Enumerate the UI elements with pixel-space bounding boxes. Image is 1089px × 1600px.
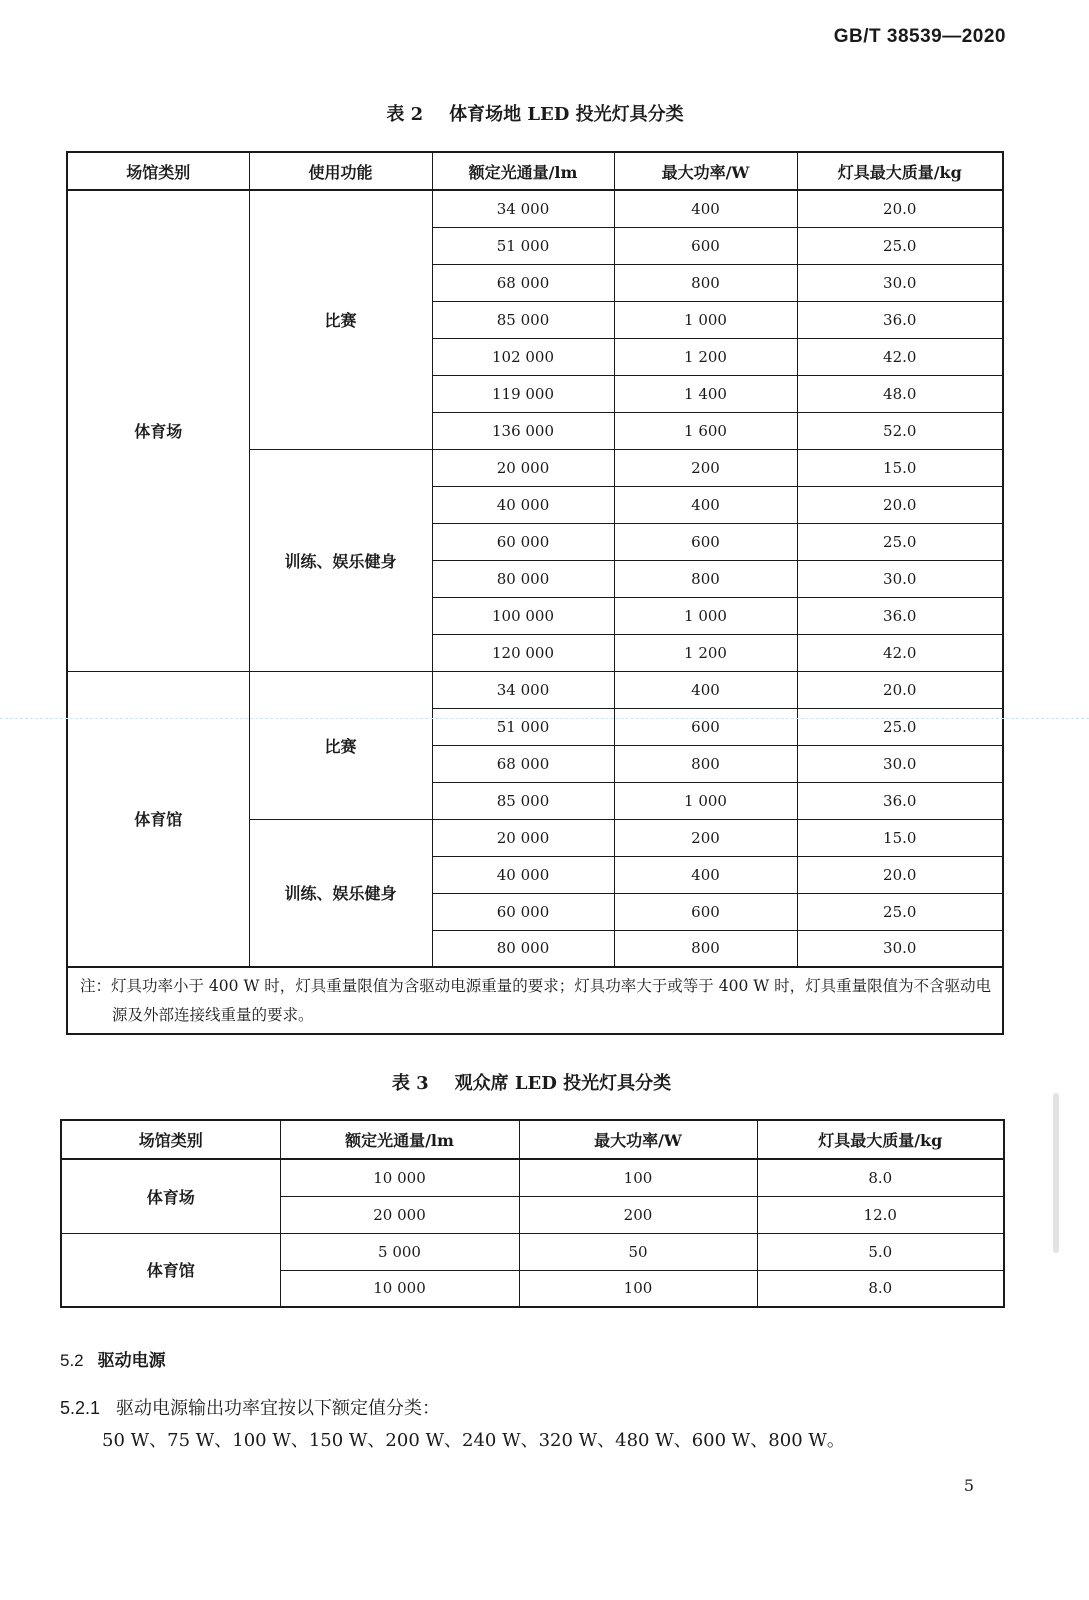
max-mass-cell: 42.0 [797,338,1003,375]
column-header: 灯具最大质量/kg [757,1120,1004,1159]
luminous-flux-cell: 51 000 [432,227,614,264]
power-rating-values: 50 W、75 W、100 W、150 W、200 W、240 W、320 W、480 W、600 W、800 W。 [102,1430,845,1451]
max-mass-cell: 30.0 [797,264,1003,301]
max-power-cell: 400 [614,671,797,708]
venue-category-cell: 体育馆 [67,671,249,967]
luminous-flux-cell: 20 000 [432,449,614,486]
luminous-flux-cell: 5 000 [280,1233,519,1270]
usage-function-cell: 比赛 [249,190,432,449]
max-power-cell: 50 [519,1233,757,1270]
scrollbar-thumb[interactable] [1053,1093,1059,1253]
max-mass-cell: 36.0 [797,782,1003,819]
max-mass-cell: 25.0 [797,523,1003,560]
max-mass-cell: 30.0 [797,745,1003,782]
max-power-cell: 200 [614,449,797,486]
page-number: 5 [963,1476,974,1495]
table-row [61,1233,1004,1270]
max-mass-cell: 30.0 [797,930,1003,967]
max-power-cell: 1 600 [614,412,797,449]
column-header: 额定光通量/lm [432,152,614,190]
max-power-cell: 800 [614,745,797,782]
luminous-flux-cell: 85 000 [432,301,614,338]
table3-spectator-floodlight-classification [60,1119,1005,1308]
clause-number: 5.2.1 [60,1398,101,1418]
max-mass-cell: 25.0 [797,708,1003,745]
table-row [67,671,1003,708]
luminous-flux-cell: 68 000 [432,745,614,782]
max-mass-cell: 42.0 [797,634,1003,671]
luminous-flux-cell: 119 000 [432,375,614,412]
max-power-cell: 1 000 [614,301,797,338]
max-power-cell: 600 [614,523,797,560]
standard-number: GB/T 38539—2020 [833,26,1006,47]
max-power-cell: 1 200 [614,338,797,375]
max-mass-cell: 15.0 [797,819,1003,856]
max-mass-cell: 8.0 [757,1159,1004,1196]
max-power-cell: 1 000 [614,782,797,819]
max-power-cell: 200 [519,1196,757,1233]
max-power-cell: 600 [614,708,797,745]
luminous-flux-cell: 80 000 [432,930,614,967]
venue-category-cell: 体育馆 [61,1233,280,1307]
column-header: 最大功率/W [614,152,797,190]
luminous-flux-cell: 102 000 [432,338,614,375]
max-power-cell: 800 [614,560,797,597]
luminous-flux-cell: 34 000 [432,671,614,708]
max-mass-cell: 25.0 [797,227,1003,264]
column-header: 场馆类别 [67,152,249,190]
table-note: 注：灯具功率小于 400 W 时，灯具重量限值为含驱动电源重量的要求；灯具功率大于或等于 400 W 时，灯具重量限值为不含驱动电源及外部连接线重量的要求。 [67,967,1003,1034]
column-header: 使用功能 [249,152,432,190]
luminous-flux-cell: 100 000 [432,597,614,634]
max-mass-cell: 30.0 [797,560,1003,597]
luminous-flux-cell: 20 000 [432,819,614,856]
column-header: 灯具最大质量/kg [797,152,1003,190]
table-row [61,1159,1004,1196]
section-number: 5.2 [60,1351,84,1370]
max-mass-cell: 20.0 [797,856,1003,893]
table3-caption-number: 表 3 [391,1073,429,1094]
usage-function-cell: 训练、娱乐健身 [249,819,432,967]
table3-caption-title: 观众席 LED 投光灯具分类 [454,1073,672,1094]
column-header: 最大功率/W [519,1120,757,1159]
luminous-flux-cell: 80 000 [432,560,614,597]
max-mass-cell: 25.0 [797,893,1003,930]
max-power-cell: 400 [614,856,797,893]
max-power-cell: 1 400 [614,375,797,412]
max-power-cell: 1 200 [614,634,797,671]
table3-header-row [61,1120,1004,1159]
max-mass-cell: 48.0 [797,375,1003,412]
clause-paragraph [60,1394,1020,1420]
table2-caption-title: 体育场地 LED 投光灯具分类 [449,104,684,125]
max-mass-cell: 20.0 [797,486,1003,523]
table3-caption [60,1069,1003,1095]
max-mass-cell: 15.0 [797,449,1003,486]
column-header: 额定光通量/lm [280,1120,519,1159]
max-power-cell: 600 [614,893,797,930]
table2-caption [66,100,1004,126]
max-power-cell: 600 [614,227,797,264]
max-power-cell: 100 [519,1159,757,1196]
max-mass-cell: 8.0 [757,1270,1004,1307]
luminous-flux-cell: 40 000 [432,856,614,893]
table2-header-row [67,152,1003,190]
venue-category-cell: 体育场 [67,190,249,671]
max-mass-cell: 12.0 [757,1196,1004,1233]
table2-floodlight-classification [66,151,1004,1035]
max-power-cell: 800 [614,930,797,967]
scan-artifact-line [0,718,1089,719]
luminous-flux-cell: 60 000 [432,523,614,560]
table2-caption-number: 表 2 [386,104,424,125]
max-mass-cell: 36.0 [797,301,1003,338]
max-power-cell: 400 [614,486,797,523]
column-header: 场馆类别 [61,1120,280,1159]
max-mass-cell: 52.0 [797,412,1003,449]
table-row [67,190,1003,227]
max-mass-cell: 5.0 [757,1233,1004,1270]
luminous-flux-cell: 85 000 [432,782,614,819]
luminous-flux-cell: 40 000 [432,486,614,523]
usage-function-cell: 比赛 [249,671,432,819]
luminous-flux-cell: 68 000 [432,264,614,301]
usage-function-cell: 训练、娱乐健身 [249,449,432,671]
max-power-cell: 800 [614,264,797,301]
luminous-flux-cell: 60 000 [432,893,614,930]
section-title: 驱动电源 [97,1351,166,1371]
luminous-flux-cell: 51 000 [432,708,614,745]
table-note-row [67,967,1003,1034]
luminous-flux-cell: 10 000 [280,1270,519,1307]
max-mass-cell: 20.0 [797,671,1003,708]
max-power-cell: 200 [614,819,797,856]
max-power-cell: 1 000 [614,597,797,634]
venue-category-cell: 体育场 [61,1159,280,1233]
max-mass-cell: 36.0 [797,597,1003,634]
max-mass-cell: 20.0 [797,190,1003,227]
section-heading [60,1346,166,1371]
max-power-cell: 400 [614,190,797,227]
clause-text: 驱动电源输出功率宜按以下额定值分类： [116,1398,441,1419]
luminous-flux-cell: 120 000 [432,634,614,671]
luminous-flux-cell: 20 000 [280,1196,519,1233]
max-power-cell: 100 [519,1270,757,1307]
luminous-flux-cell: 34 000 [432,190,614,227]
luminous-flux-cell: 136 000 [432,412,614,449]
luminous-flux-cell: 10 000 [280,1159,519,1196]
